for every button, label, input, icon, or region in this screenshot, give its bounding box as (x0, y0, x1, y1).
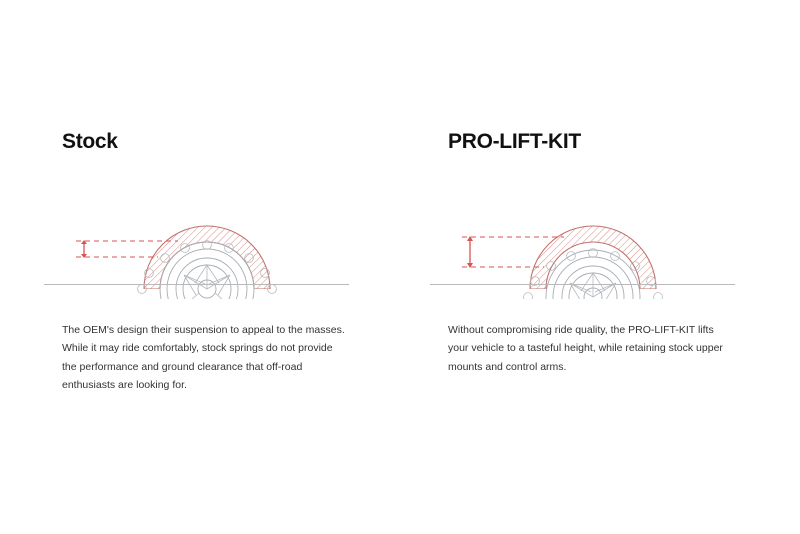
page-title-pro-lift-kit: PRO-LIFT-KIT (448, 130, 581, 153)
page-title-stock: Stock (62, 130, 118, 153)
panel-body-pro-lift-kit: Without compromising ride quality, the PRO-LIFT-KIT lifts your vehicle to a tasteful height, while retaining stock upper mounts and control arms. (448, 324, 723, 373)
figure-pro-lift-kit (448, 179, 738, 299)
ground-line-pro-lift-kit (430, 284, 735, 285)
panel-stock (62, 130, 352, 395)
panel-pro-lift-kit (448, 130, 738, 376)
wheel-arch-diagram-stock (62, 179, 352, 299)
ground-line-stock (44, 284, 349, 285)
figure-stock (62, 179, 352, 299)
wheel-arch-diagram-pro-lift-kit (448, 179, 738, 299)
panel-body-stock: The OEM's design their suspension to appeal to the masses. While it may ride comfortably, stock springs do not provide the performance and ground clearance that off-road enthusiasts are looking for. (62, 324, 345, 392)
